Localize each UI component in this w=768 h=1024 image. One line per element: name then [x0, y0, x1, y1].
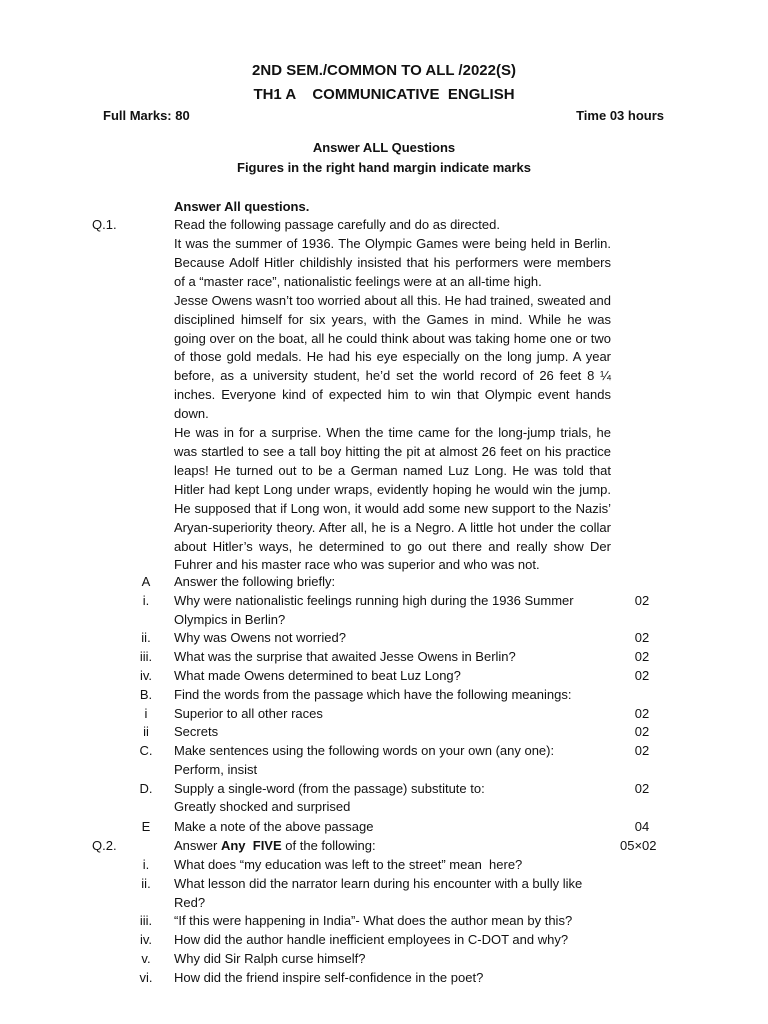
section-label-d: D. [139, 781, 153, 796]
q2-heading-pre: Answer [174, 838, 221, 853]
question-text: Make a note of the above passage [174, 819, 374, 834]
passage-paragraph: Jesse Owens wasn’t too worried about all this. He had trained, sweated and disciplined himself for six years, with the Games in mind. While he was going over on the boat, all he could think about was taking home one or two of those gold medals. He had his eye especially on the long jump. A year before, as a university student, he’d set the world record of 26 feet 8 ¼ inches. Everyone kind of expected him to win that Olympic event hands down. [174, 292, 611, 422]
instruction-answer-all: Answer ALL Questions [312, 140, 456, 155]
question-text: Why were nationalistic feelings running high during the 1936 Summer [174, 593, 574, 608]
question-text-cont: Red? [174, 895, 206, 910]
marks: 02 [634, 649, 650, 664]
reading-passage [174, 235, 611, 575]
marks: 02 [634, 724, 650, 739]
section-label-e: E [141, 819, 151, 834]
marks: 05×02 [620, 838, 657, 853]
item-number: iv. [139, 668, 153, 683]
item-number: ii. [141, 876, 151, 891]
marks: 02 [634, 630, 650, 645]
item-number: ii. [141, 630, 151, 645]
time-allowed: Time 03 hours [576, 108, 664, 123]
section-label-b: B. [139, 687, 153, 702]
question-text: Superior to all other races [174, 706, 323, 721]
marks: 02 [634, 781, 650, 796]
section-a-heading: Answer the following briefly: [174, 574, 336, 589]
question-number-1: Q.1. [92, 217, 117, 232]
item-number: i. [142, 593, 150, 608]
passage-paragraph: He was in for a surprise. When the time came for the long-jump trials, he was startled to see a tall boy hitting the pit at almost 26 feet on his practice leaps! He turned out to be a German named Luz Long. He was told that Hitler had kept Long under wraps, evidently hoping he would win the jump. He supposed that if Long won, it would add some new support to the Nazis’ Aryan-superiority theory. After all, he is a Negro. A little hot under the collar about Hitler’s ways, he determined to go out there and really show Der Fuhrer and his master race who was superior and who was not. [174, 425, 611, 573]
marks: 02 [634, 593, 650, 608]
marks: 02 [634, 706, 650, 721]
marks: 02 [634, 743, 650, 758]
item-number: i [144, 706, 148, 721]
item-number: iv. [139, 932, 153, 947]
passage-direction: Read the following passage carefully and do as directed. [174, 217, 500, 232]
passage-paragraph: It was the summer of 1936. The Olympic Games were being held in Berlin. Because Adolf Hitler childishly insisted that his performers were members of a “master race”, nationalistic feelings were at an all-time high. [174, 236, 611, 289]
paper-title: TH1 A COMMUNICATIVE ENGLISH [253, 86, 515, 103]
question-text: What does “my education was left to the street” mean here? [174, 857, 523, 872]
section-b-heading: Find the words from the passage which have the following meanings: [174, 687, 572, 702]
q2-heading-post: of the following: [281, 838, 376, 853]
question-text-cont: Olympics in Berlin? [174, 612, 286, 627]
item-number: iii. [139, 649, 153, 664]
answer-all-intro: Answer All questions. [174, 199, 310, 214]
question-text: Secrets [174, 724, 219, 739]
question-text-cont: Greatly shocked and surprised [174, 799, 351, 814]
question-text: Make sentences using the following words on your own (any one): [174, 743, 555, 758]
item-number: ii [143, 724, 149, 739]
item-number: iii. [139, 913, 153, 928]
question-text: “If this were happening in India”- What does the author mean by this? [174, 913, 573, 928]
exam-code-title: 2ND SEM./COMMON TO ALL /2022(S) [252, 62, 516, 79]
q2-heading-bold: Any FIVE [220, 838, 282, 853]
marks: 04 [634, 819, 650, 834]
instruction-marks: Figures in the right hand margin indicate marks [237, 160, 531, 175]
question-text: Why did Sir Ralph curse himself? [174, 951, 366, 966]
section-label-a: A [141, 574, 151, 589]
full-marks: Full Marks: 80 [103, 108, 190, 123]
item-number: vi. [139, 970, 153, 985]
section-label-c: C. [139, 743, 153, 758]
question-text: What lesson did the narrator learn during his encounter with a bully like [174, 876, 583, 891]
question-text: How did the author handle inefficient employees in C-DOT and why? [174, 932, 569, 947]
question-text: Why was Owens not worried? [174, 630, 346, 645]
question-text-cont: Perform, insist [174, 762, 258, 777]
question-text: How did the friend inspire self-confidence in the poet? [174, 970, 484, 985]
question-text: What was the surprise that awaited Jesse Owens in Berlin? [174, 649, 516, 664]
question-text: What made Owens determined to beat Luz Long? [174, 668, 461, 683]
question-text: Supply a single-word (from the passage) substitute to: [174, 781, 485, 796]
question-number-2: Q.2. [92, 838, 117, 853]
item-number: v. [141, 951, 151, 966]
marks: 02 [634, 668, 650, 683]
item-number: i. [142, 857, 150, 872]
q2-heading [174, 838, 376, 853]
